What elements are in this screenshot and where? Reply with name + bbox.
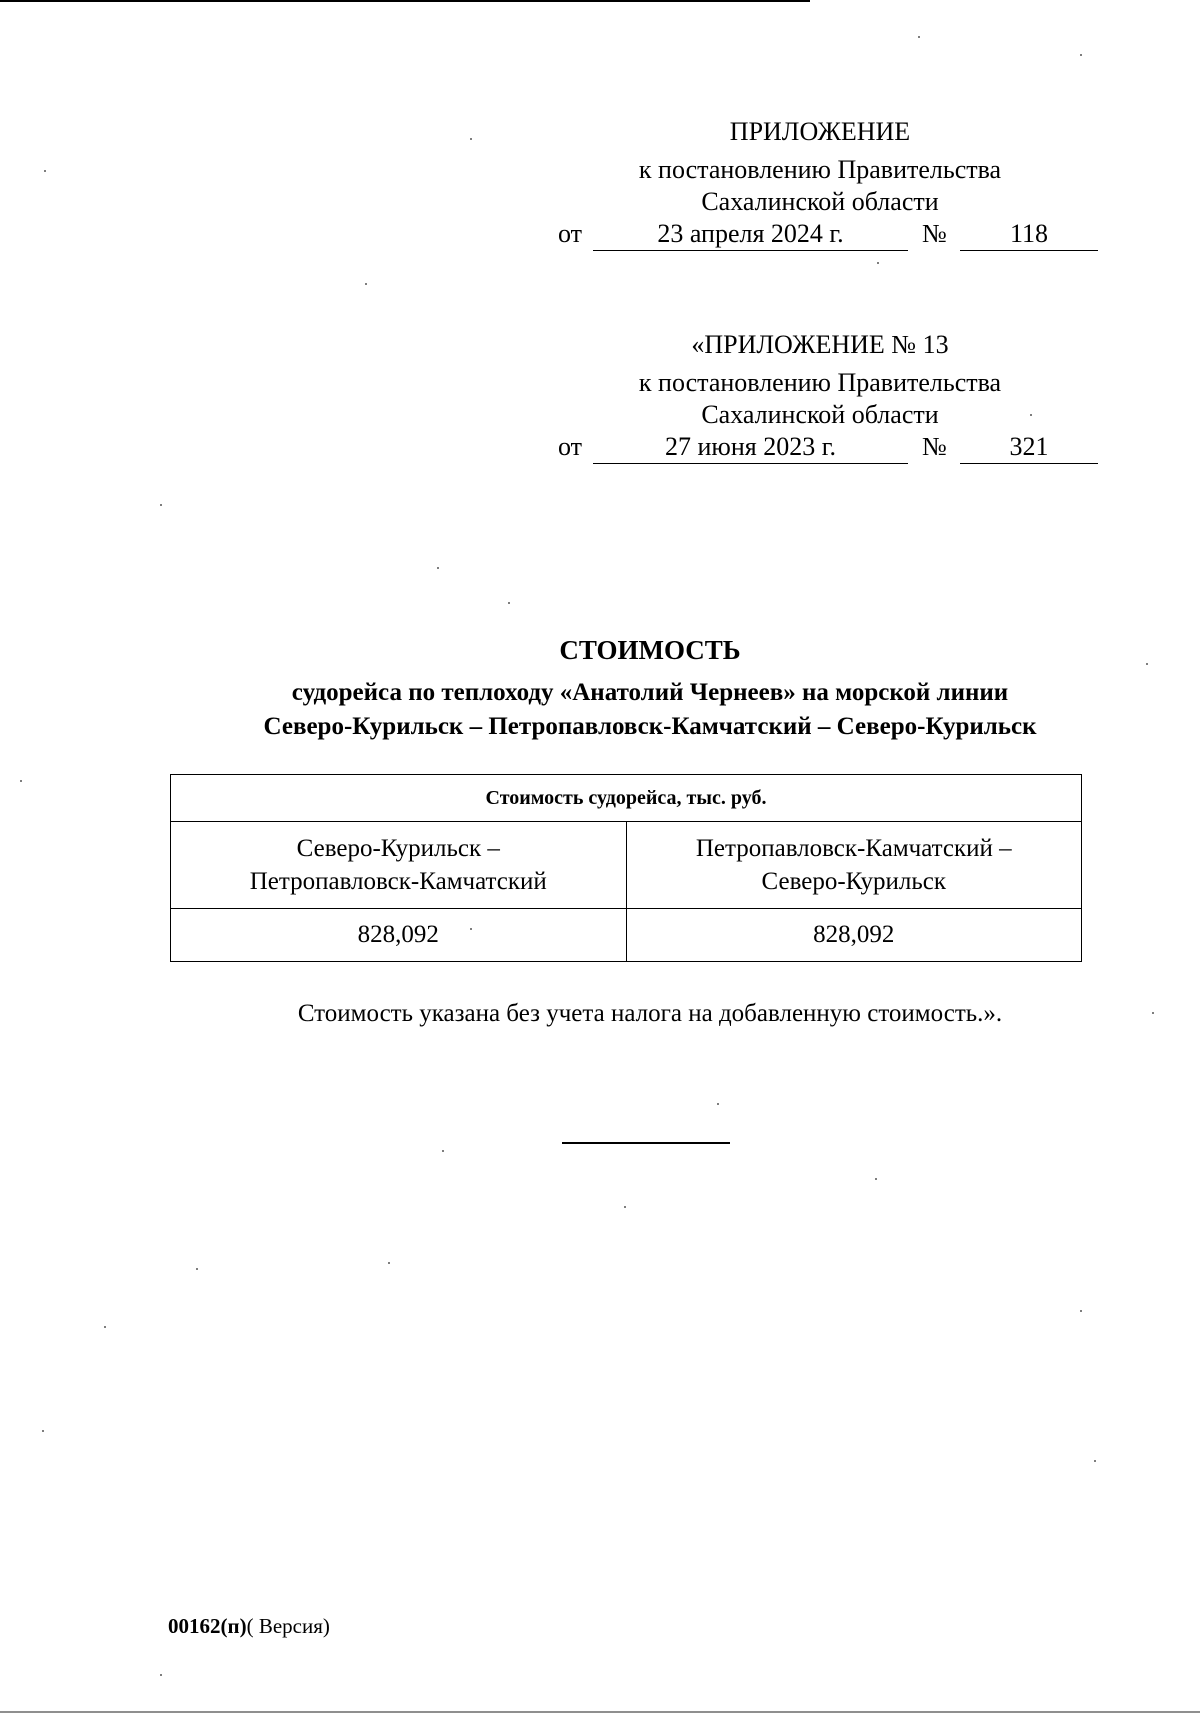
scan-speck [442, 1150, 444, 1152]
document-code-bold: 00162(п) [168, 1614, 247, 1638]
scan-speck [196, 1268, 198, 1270]
scan-speck [388, 1262, 390, 1264]
number-label: № [922, 432, 947, 461]
number-label: № [922, 219, 947, 248]
document-code [168, 1613, 330, 1639]
route-cell-outbound [171, 822, 627, 909]
scan-speck [624, 1206, 626, 1208]
document-title: СТОИМОСТЬ [559, 635, 741, 665]
document-subtitle-line2: Северо-Курильск – Петропавловск-Камчатский – Северо-Курильск [263, 713, 1037, 740]
number-underline [960, 250, 1098, 251]
scan-speck [470, 928, 472, 930]
appendix-current-number: 118 [1009, 219, 1049, 248]
table-header-cell: Стоимость судорейса, тыс. руб. [171, 775, 1082, 822]
scan-speck [1094, 1460, 1096, 1462]
appendix-amended-date: 27 июня 2023 г. [665, 432, 836, 461]
number-underline [960, 463, 1098, 464]
table-value-row [171, 909, 1082, 962]
appendix-amended-line3: Сахалинской области [701, 400, 939, 429]
scan-speck [877, 262, 879, 264]
appendix-current-title: ПРИЛОЖЕНИЕ [729, 117, 911, 146]
from-label: от [558, 219, 583, 248]
appendix-current-line3: Сахалинской области [701, 187, 939, 216]
appendix-current-line2: к постановлению Правительства [638, 155, 1002, 184]
document-subtitle-line1: судорейса по теплоходу «Анатолий Чернеев» на морской линии [291, 679, 1009, 706]
scan-speck [508, 602, 510, 604]
scan-edge-top [0, 0, 810, 2]
scan-speck [160, 504, 162, 506]
scan-speck [44, 170, 46, 172]
scan-speck [717, 1103, 719, 1105]
appendix-current-date-row [540, 219, 1100, 253]
table-header-row [171, 775, 1082, 822]
scan-speck [1152, 1012, 1154, 1014]
scan-speck [1146, 663, 1148, 665]
scan-speck [875, 1178, 877, 1180]
value-cell-return: 828,092 [626, 909, 1082, 962]
appendix-amended-number: 321 [1009, 432, 1049, 461]
route-outbound-line1: Северо-Курильск – [296, 835, 500, 862]
document-code-version: ( Версия) [246, 1614, 330, 1638]
route-cell-return [626, 822, 1082, 909]
scan-speck [42, 1430, 44, 1432]
scan-speck [160, 1674, 162, 1676]
appendix-amended-line2: к постановлению Правительства [638, 368, 1002, 397]
value-cell-outbound: 828,092 [171, 909, 627, 962]
scan-speck [20, 780, 22, 782]
cost-table [170, 774, 1082, 962]
appendix-amended-title: «ПРИЛОЖЕНИЕ № 13 [691, 330, 949, 359]
appendix-current-date: 23 апреля 2024 г. [657, 219, 844, 248]
scan-speck [104, 1326, 106, 1328]
scan-edge-bottom [0, 1711, 1200, 1713]
route-return-line2: Северо-Курильск [761, 868, 946, 895]
date-underline [593, 463, 908, 464]
from-label: от [558, 432, 583, 461]
scan-speck [470, 138, 472, 140]
scan-speck [1030, 414, 1032, 416]
end-of-document-rule [562, 1142, 730, 1144]
vat-note: Стоимость указана без учета налога на добавленную стоимость.». [297, 1000, 1003, 1027]
scan-speck [365, 283, 367, 285]
scan-speck [918, 36, 920, 38]
table-route-row [171, 822, 1082, 909]
route-outbound-line2: Петропавловск-Камчатский [249, 868, 547, 895]
scan-speck [1080, 1310, 1082, 1312]
scan-speck [1080, 54, 1082, 56]
date-underline [593, 250, 908, 251]
route-return-line1: Петропавловск-Камчатский – [695, 835, 1012, 862]
appendix-amended-date-row [540, 432, 1100, 466]
scan-speck [437, 567, 439, 569]
